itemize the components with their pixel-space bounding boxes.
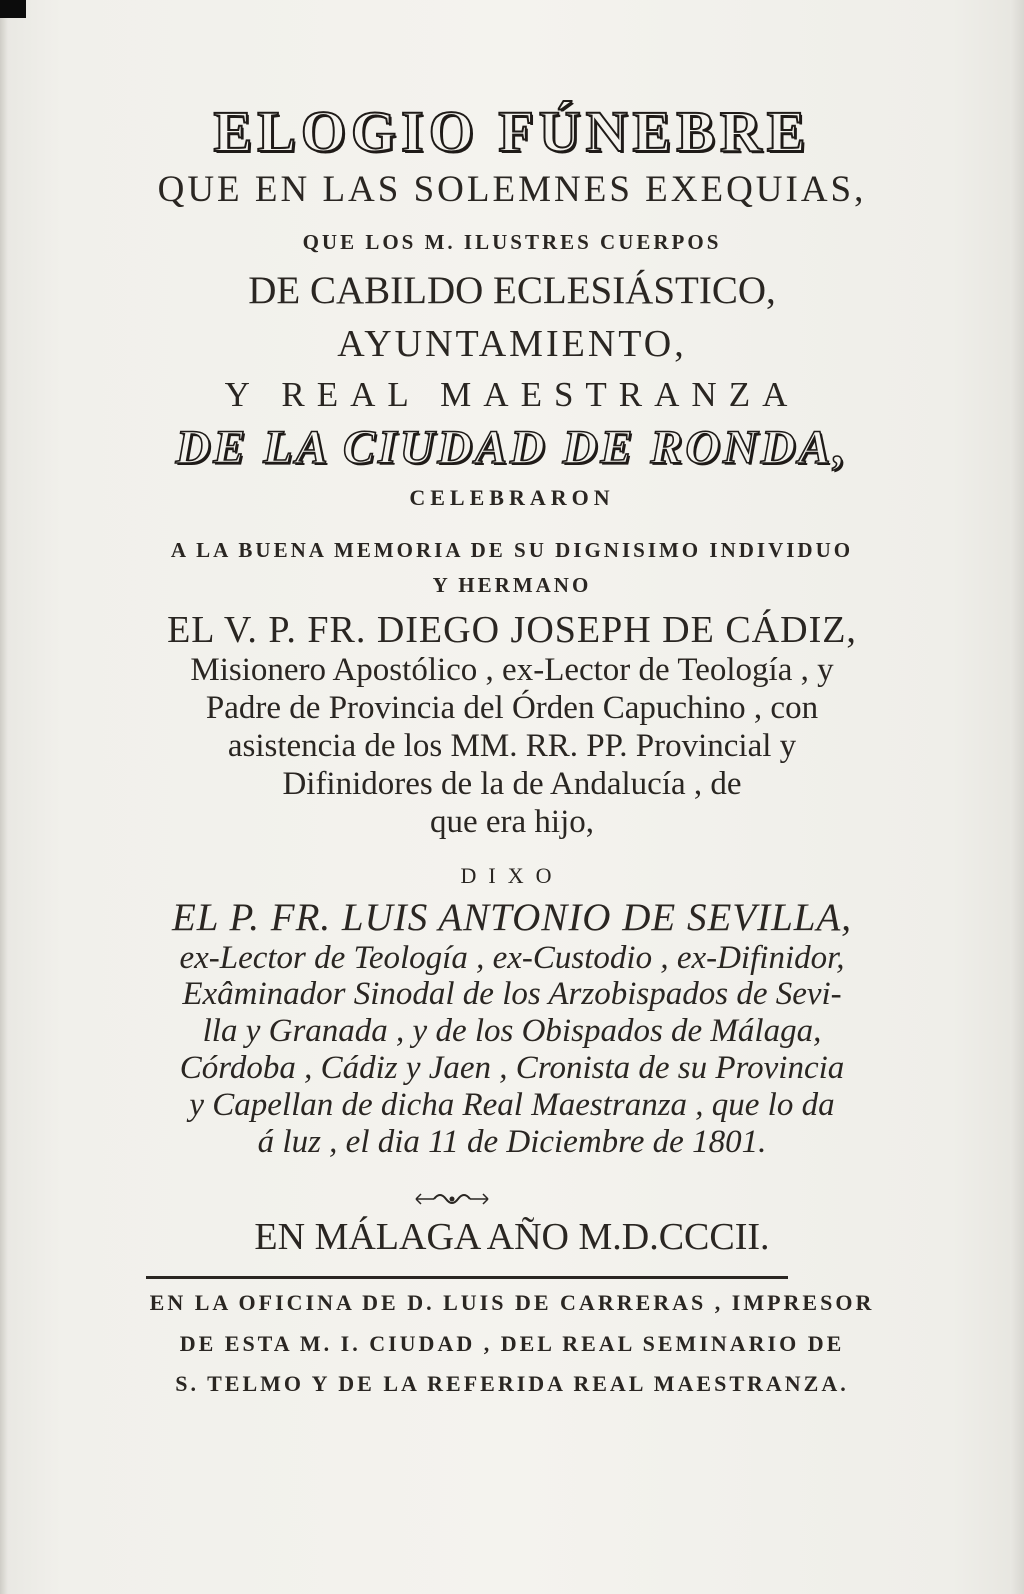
subject-description-line: asistencia de los MM. RR. PP. Provincial y — [227, 728, 797, 764]
place-year-line: EN MÁLAGA AÑO M.D.CCCII. — [254, 1216, 770, 1258]
celebraron-line: CELEBRARON — [409, 485, 615, 510]
printer-line: EN LA OFICINA DE D. LUIS DE CARRERAS , IMPRESOR — [149, 1290, 875, 1315]
dark-corner — [0, 0, 26, 18]
author-description-line: y Capellan de dicha Real Maestranza , que lo da — [189, 1087, 835, 1123]
author-description-line: ex-Lector de Teología , ex-Custodio , ex-Difinidor, — [179, 940, 845, 976]
ornament-icon — [412, 1187, 492, 1211]
author-description-line: Exâminador Sinodal de los Arzobispados de Sevi- — [182, 976, 842, 1012]
subject-description-line: que era hijo, — [429, 804, 595, 840]
subject-name: EL V. P. FR. DIEGO JOSEPH DE CÁDIZ, — [167, 609, 857, 651]
memory-line: A LA BUENA MEMORIA DE SU DIGNISIMO INDIVIDUO — [170, 538, 854, 562]
printer-line: S. TELMO Y DE LA REFERIDA REAL MAESTRANZA. — [175, 1371, 849, 1396]
subject-description-line: Difinidores de la de Andalucía , de — [282, 766, 742, 802]
subject-description-line: Misionero Apostólico , ex-Lector de Teología , y — [190, 652, 834, 688]
printer-line: DE ESTA M. I. CIUDAD , DEL REAL SEMINARIO DE — [179, 1331, 845, 1356]
hermano-line: Y HERMANO — [432, 573, 592, 597]
author-description-line: á luz , el dia 11 de Diciembre de 1801. — [257, 1124, 767, 1160]
main-title: ELOGIO FÚNEBRE — [213, 99, 811, 164]
title-line-3: QUE LOS M. ILUSTRES CUERPOS — [302, 230, 722, 254]
author-description-line: lla y Granada , y de los Obispados de Málaga, — [202, 1013, 822, 1049]
title-line-6: Y REAL MAESTRANZA — [224, 375, 800, 414]
title-line-5: AYUNTAMIENTO, — [337, 323, 687, 365]
dixo-line: DIXO — [460, 863, 564, 888]
title-line-2: QUE EN LAS SOLEMNES EXEQUIAS, — [157, 169, 867, 210]
title-line-4: DE CABILDO ECLESIÁSTICO, — [248, 269, 776, 312]
city-line: DE LA CIUDAD DE RONDA, — [175, 421, 849, 474]
author-description-line: Córdoba , Cádiz y Jaen , Cronista de su Provincia — [179, 1050, 845, 1086]
imprint-rule — [146, 1276, 788, 1279]
subject-description-line: Padre de Provincia del Órden Capuchino , con — [205, 690, 819, 726]
author-name: EL P. FR. LUIS ANTONIO DE SEVILLA, — [171, 896, 853, 939]
